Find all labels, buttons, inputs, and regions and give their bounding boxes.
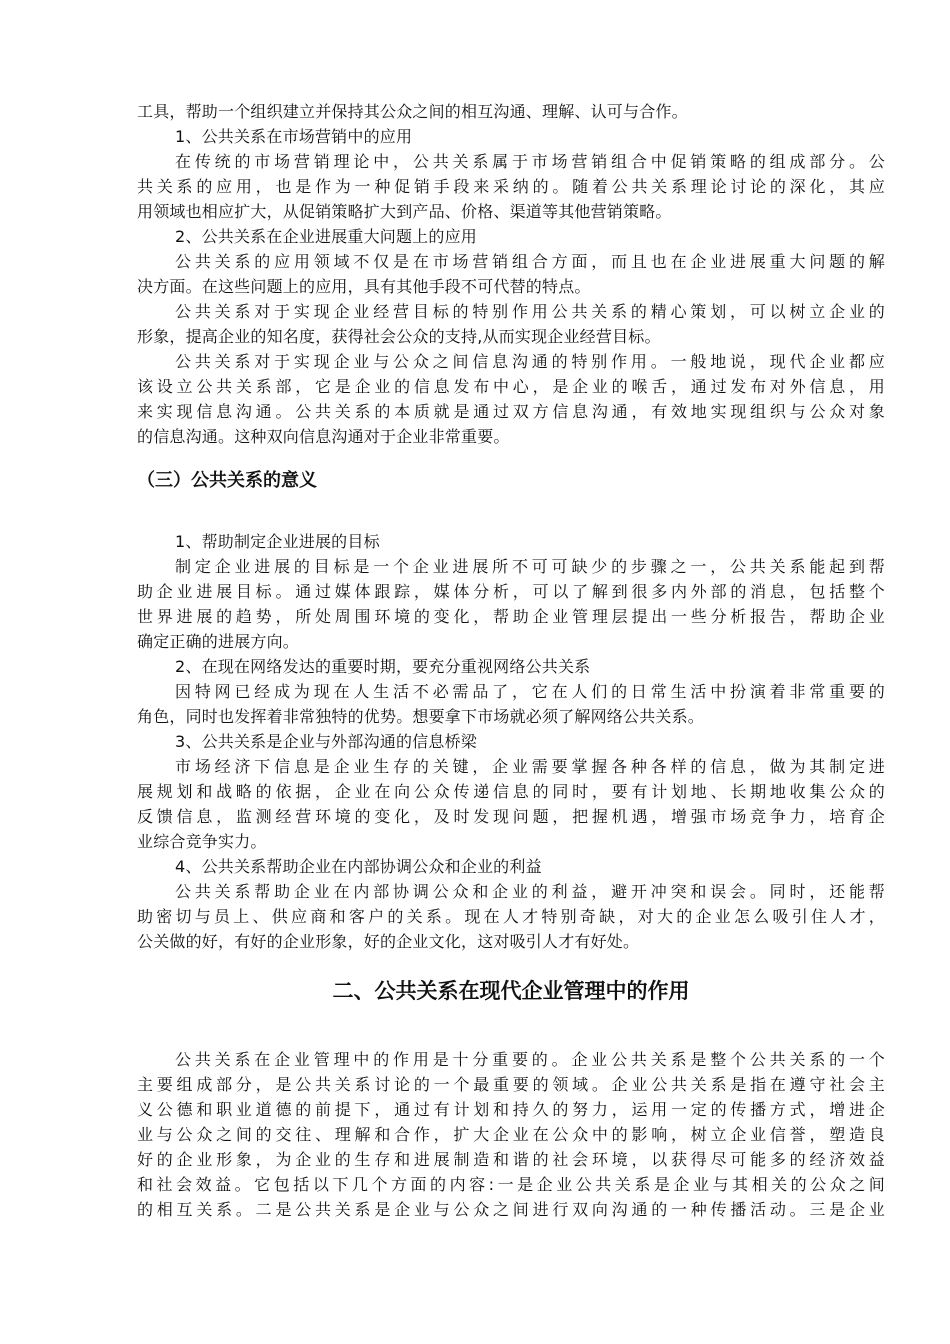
paragraph-line: 助密切与员上、供应商和客户的关系。现在人才特别奇缺，对大的企业怎么吸引住人才， <box>137 907 885 926</box>
paragraph-line: 公共关系对于实现企业经营目标的特别作用公共关系的精心策划，可以树立企业的 <box>175 302 885 321</box>
paragraph-line: 角色，同时也发挥着非常独特的优势。想要拿下市场就必须了解网络公共关系。 <box>137 707 705 726</box>
item-heading: 1、公共关系在市场营销中的应用 <box>175 127 413 146</box>
section-heading: （三）公共关系的意义 <box>137 470 317 491</box>
paragraph-line: 公关做的好，有好的企业形象，好的企业文化，这对吸引人才有好处。 <box>137 932 640 951</box>
paragraph-line: 义公德和职业道德的前提下，通过有计划和持久的努力，运用一定的传播方式，增进企 <box>137 1100 885 1119</box>
paragraph-line: 世界进展的趋势，所处周围环境的变化，帮助企业管理层提出一些分析报告，帮助企业 <box>137 607 885 626</box>
paragraph-line: 制定企业进展的目标是一个企业进展所不可可缺少的步骤之一，公共关系能起到帮 <box>175 557 885 576</box>
paragraph-line: 确定正确的进展方向。 <box>137 632 300 651</box>
paragraph-line: 在传统的市场营销理论中，公共关系属于市场营销组合中促销策略的组成部分。公 <box>175 152 885 171</box>
paragraph-line: 决方面。在这些问题上的应用，具有其他手段不可代替的特点。 <box>137 277 591 296</box>
paragraph-line: 用领域也相应扩大，从促销策略扩大到产品、价格、渠道等其他营销策略。 <box>137 202 672 221</box>
paragraph-line: 来实现信息沟通。公共关系的本质就是通过双方信息沟通，有效地实现组织与公众对象 <box>137 402 885 421</box>
paragraph-line: 公共关系对于实现企业与公众之间信息沟通的特别作用。一般地说，现代企业都应 <box>175 352 885 371</box>
paragraph-line: 因特网已经成为现在人生活不必需品了，它在人们的日常生活中扮演着非常重要的 <box>175 682 885 701</box>
paragraph-line: 业综合竞争实力。 <box>137 832 267 851</box>
paragraph-line: 共关系的应用，也是作为一种促销手段来采纳的。随着公共关系理论讨论的深化，其应 <box>137 177 885 196</box>
paragraph-line: 主要组成部分，是公共关系讨论的一个最重要的领域。企业公共关系是指在遵守社会主 <box>137 1075 885 1094</box>
paragraph-line: 工具，帮助一个组织建立并保持其公众之间的相互沟通、理解、认可与合作。 <box>137 102 688 121</box>
item-heading: 2、公共关系在企业进展重大问题上的应用 <box>175 227 477 246</box>
paragraph-line: 公共关系帮助企业在内部协调公众和企业的利益，避开冲突和误会。同时，还能帮 <box>175 882 885 901</box>
paragraph-line: 形象，提高企业的知名度，获得社会公众的支持,从而实现企业经营目标。 <box>137 327 661 346</box>
item-heading: 3、公共关系是企业与外部沟通的信息桥梁 <box>175 732 477 751</box>
paragraph-line: 的相互关系。二是公共关系是企业与公众之间进行双向沟通的一种传播活动。三是企业 <box>137 1200 885 1219</box>
paragraph-line: 好的企业形象，为企业的生存和进展制造和谐的社会环境，以获得尽可能多的经济效益 <box>137 1150 885 1169</box>
item-heading: 1、帮助制定企业进展的目标 <box>175 532 380 551</box>
paragraph-line: 和社会效益。它包括以下几个方面的内容:一是企业公共关系是企业与其相关的公众之间 <box>137 1175 885 1194</box>
paragraph-line: 公共关系的应用领域不仅是在市场营销组合方面，而且也在企业进展重大问题的解 <box>175 252 885 271</box>
paragraph-line: 业与公众之间的交往、理解和合作，扩大企业在公众中的影响，树立企业信誉，塑造良 <box>137 1125 885 1144</box>
paragraph-line: 的信息沟通。这种双向信息沟通对于企业非常重要。 <box>137 427 510 446</box>
paragraph-line: 该设立公共关系部，它是企业的信息发布中心，是企业的喉舌，通过发布对外信息，用 <box>137 377 885 396</box>
item-heading: 2、在现在网络发达的重要时期，要充分重视网络公共关系 <box>175 657 591 676</box>
item-heading: 4、公共关系帮助企业在内部协调公众和企业的利益 <box>175 857 542 876</box>
paragraph-line: 展规划和战略的依据，企业在向公众传递信息的同时，要有计划地、长期地收集公众的 <box>137 782 885 801</box>
chapter-heading: 二、公共关系在现代企业管理中的作用 <box>332 979 690 1003</box>
paragraph-line: 助企业进展目标。通过媒体跟踪，媒体分析，可以了解到很多内外部的消息，包括整个 <box>137 582 885 601</box>
paragraph-line: 反馈信息，监测经营环境的变化，及时发现问题，把握机遇，增强市场竞争力，培育企 <box>137 807 885 826</box>
paragraph-line: 市场经济下信息是企业生存的关键，企业需要掌握各种各样的信息，做为其制定进 <box>175 757 885 776</box>
paragraph-line: 公共关系在企业管理中的作用是十分重要的。企业公共关系是整个公共关系的一个 <box>175 1050 885 1069</box>
